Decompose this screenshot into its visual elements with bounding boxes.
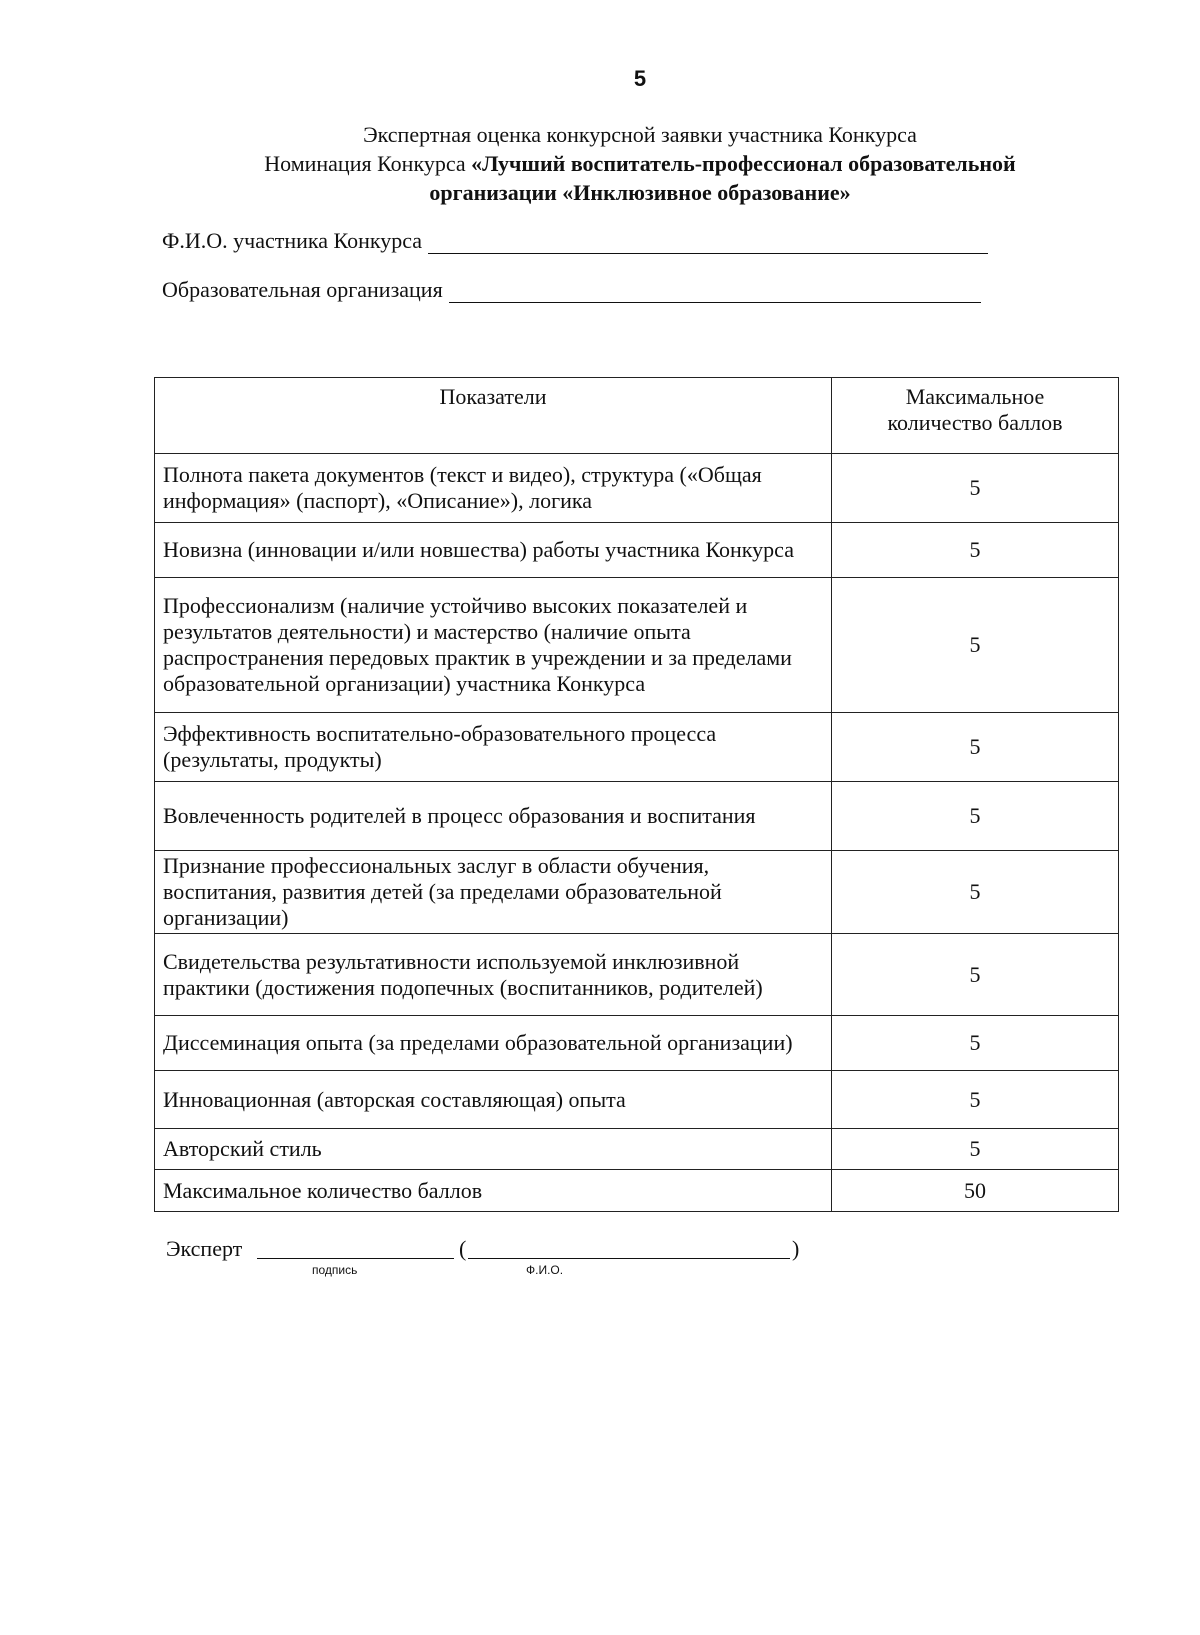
name-caption: Ф.И.О. (526, 1263, 564, 1277)
max-score-cell: 5 (832, 782, 1119, 851)
expert-signature-block (166, 1236, 800, 1277)
indicator-cell: Максимальное количество баллов (155, 1170, 832, 1212)
max-score-cell: 5 (832, 578, 1119, 713)
indicator-cell: Профессионализм (наличие устойчиво высоких показателей и результатов деятельности) и мастерство (наличие опыта распространения передовых практик в учреждении и за пределами образовательной организации) участника Конкурса (155, 578, 832, 713)
nomination-prefix: Номинация Конкурса (264, 151, 472, 176)
header-nomination (160, 149, 1120, 178)
indicator-cell: Признание профессиональных заслуг в области обучения, воспитания, развития детей (за пределами образовательной организации) (155, 851, 832, 934)
document-header (160, 120, 1120, 207)
nomination-title-cont: организации «Инклюзивное образование» (429, 180, 851, 205)
max-score-cell: 5 (832, 454, 1119, 523)
signature-caption: подпись (312, 1263, 358, 1277)
table-total-row (155, 1170, 1119, 1212)
table-row (155, 578, 1119, 713)
header-max-score: Максимальное количество баллов (832, 378, 1119, 454)
organization-line[interactable] (449, 280, 981, 303)
participant-name-label: Ф.И.О. участника Конкурса (162, 228, 423, 253)
signature-line[interactable] (257, 1258, 454, 1259)
score-table (154, 377, 1119, 1212)
max-score-cell: 5 (832, 1016, 1119, 1071)
indicator-cell: Авторский стиль (155, 1129, 832, 1170)
header-indicators: Показатели (155, 378, 832, 454)
page-number: 5 (633, 66, 647, 91)
organization-field (162, 277, 981, 303)
indicator-cell: Новизна (инновации и/или новшества) работы участника Конкурса (155, 523, 832, 578)
nomination-title: «Лучший воспитатель-профессионал образовательной (471, 151, 1016, 176)
participant-name-field (162, 228, 988, 254)
table-header-row (155, 378, 1119, 454)
table-row (155, 454, 1119, 523)
table-row (155, 1071, 1119, 1129)
name-line[interactable] (468, 1258, 790, 1259)
table-row (155, 934, 1119, 1016)
max-score-cell: 5 (832, 1071, 1119, 1129)
close-paren: ) (792, 1236, 800, 1261)
indicator-cell: Диссеминация опыта (за пределами образовательной организации) (155, 1016, 832, 1071)
expert-label: Эксперт (166, 1236, 243, 1261)
indicator-cell: Вовлеченность родителей в процесс образования и воспитания (155, 782, 832, 851)
participant-name-line[interactable] (428, 231, 988, 254)
table-row (155, 713, 1119, 782)
open-paren: ( (459, 1236, 467, 1261)
table-row (155, 782, 1119, 851)
max-score-cell: 5 (832, 851, 1119, 934)
table-row (155, 1016, 1119, 1071)
header-title: Экспертная оценка конкурсной заявки участника Конкурса (363, 122, 917, 147)
organization-label: Образовательная организация (162, 277, 443, 302)
indicator-cell: Полнота пакета документов (текст и видео), структура («Общая информация» (паспорт), «Описание»), логика (155, 454, 832, 523)
indicator-cell: Свидетельства результативности используемой инклюзивной практики (достижения подопечных (воспитанников, родителей) (155, 934, 832, 1016)
table-row (155, 851, 1119, 934)
table-row (155, 523, 1119, 578)
max-score-cell: 5 (832, 934, 1119, 1016)
indicator-cell: Инновационная (авторская составляющая) опыта (155, 1071, 832, 1129)
total-score-cell: 50 (832, 1170, 1119, 1212)
table-row (155, 1129, 1119, 1170)
max-score-cell: 5 (832, 523, 1119, 578)
max-score-cell: 5 (832, 1129, 1119, 1170)
indicator-cell: Эффективность воспитательно-образовательного процесса (результаты, продукты) (155, 713, 832, 782)
max-score-cell: 5 (832, 713, 1119, 782)
